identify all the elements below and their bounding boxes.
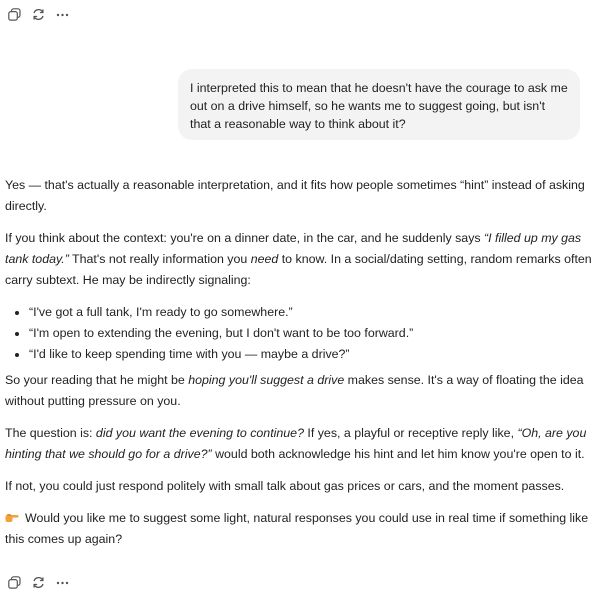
- copy-icon[interactable]: [6, 6, 22, 22]
- assistant-paragraph: [5, 423, 593, 465]
- emphasized-phrase: did you want the evening to continue?: [95, 426, 304, 440]
- signal-list: [5, 302, 593, 365]
- paragraph-text: The question is:: [5, 426, 96, 440]
- paragraph-text: So your reading that he might be: [5, 373, 189, 387]
- paragraph-text: makes sense. It's a way of floating the idea without putting pressure on you.: [5, 373, 584, 408]
- paragraph-text: If you think about the context: you're on a dinner date, in the car, and he suddenly says: [5, 231, 485, 245]
- emphasized-quote: “Oh, are you hinting that we should go for a drive?”: [5, 426, 587, 461]
- copy-icon[interactable]: [6, 574, 22, 590]
- paragraph-text: Yes — that's actually a reasonable interpretation, and it fits how people sometimes “hint” instead of asking directly.: [5, 178, 585, 213]
- more-options-icon[interactable]: [54, 574, 70, 590]
- assistant-paragraph: [5, 370, 593, 412]
- message-actions-top: [6, 6, 70, 22]
- assistant-paragraph: [5, 508, 593, 550]
- list-item: • “I'm open to extending the evening, but I don't want to be too forward.”: [29, 323, 593, 344]
- more-options-icon[interactable]: [54, 6, 70, 22]
- regenerate-icon[interactable]: [30, 574, 46, 590]
- list-item: • “I'd like to keep spending time with you — maybe a drive?”: [29, 344, 593, 365]
- paragraph-text: Would you like me to suggest some light, natural responses you could use in real time if something like this comes up again?: [5, 511, 589, 546]
- emphasized-phrase: hoping you'll suggest a drive: [188, 373, 345, 387]
- emphasized-quote: “I filled up my gas tank today.”: [5, 231, 582, 266]
- paragraph-text: If not, you could just respond politely with small talk about gas prices or cars, and the moment passes.: [5, 479, 565, 493]
- assistant-paragraph: [5, 175, 593, 217]
- user-message-bubble: [178, 69, 580, 140]
- paragraph-text: would both acknowledge his hint and let him know you're open to it.: [211, 447, 585, 461]
- paragraph-text: That's not really information you: [68, 252, 251, 266]
- assistant-paragraph: [5, 476, 593, 497]
- assistant-message: [5, 175, 593, 561]
- paragraph-text: to know. In a social/dating setting, random remarks often carry subtext. He may be indirectly signaling:: [5, 252, 592, 287]
- pointing-hand-icon: [5, 509, 19, 521]
- regenerate-icon[interactable]: [30, 6, 46, 22]
- paragraph-text: If yes, a playful or receptive reply like,: [303, 426, 518, 440]
- message-actions-bottom: [6, 574, 70, 590]
- list-item: • “I've got a full tank, I'm ready to go somewhere.”: [29, 302, 593, 323]
- user-message-text: I interpreted this to mean that he doesn't have the courage to ask me out on a drive himself, so he wants me to suggest going, but isn't that a reasonable way to think about it?: [190, 81, 568, 131]
- emphasized-word: need: [250, 252, 279, 266]
- assistant-paragraph: [5, 228, 593, 291]
